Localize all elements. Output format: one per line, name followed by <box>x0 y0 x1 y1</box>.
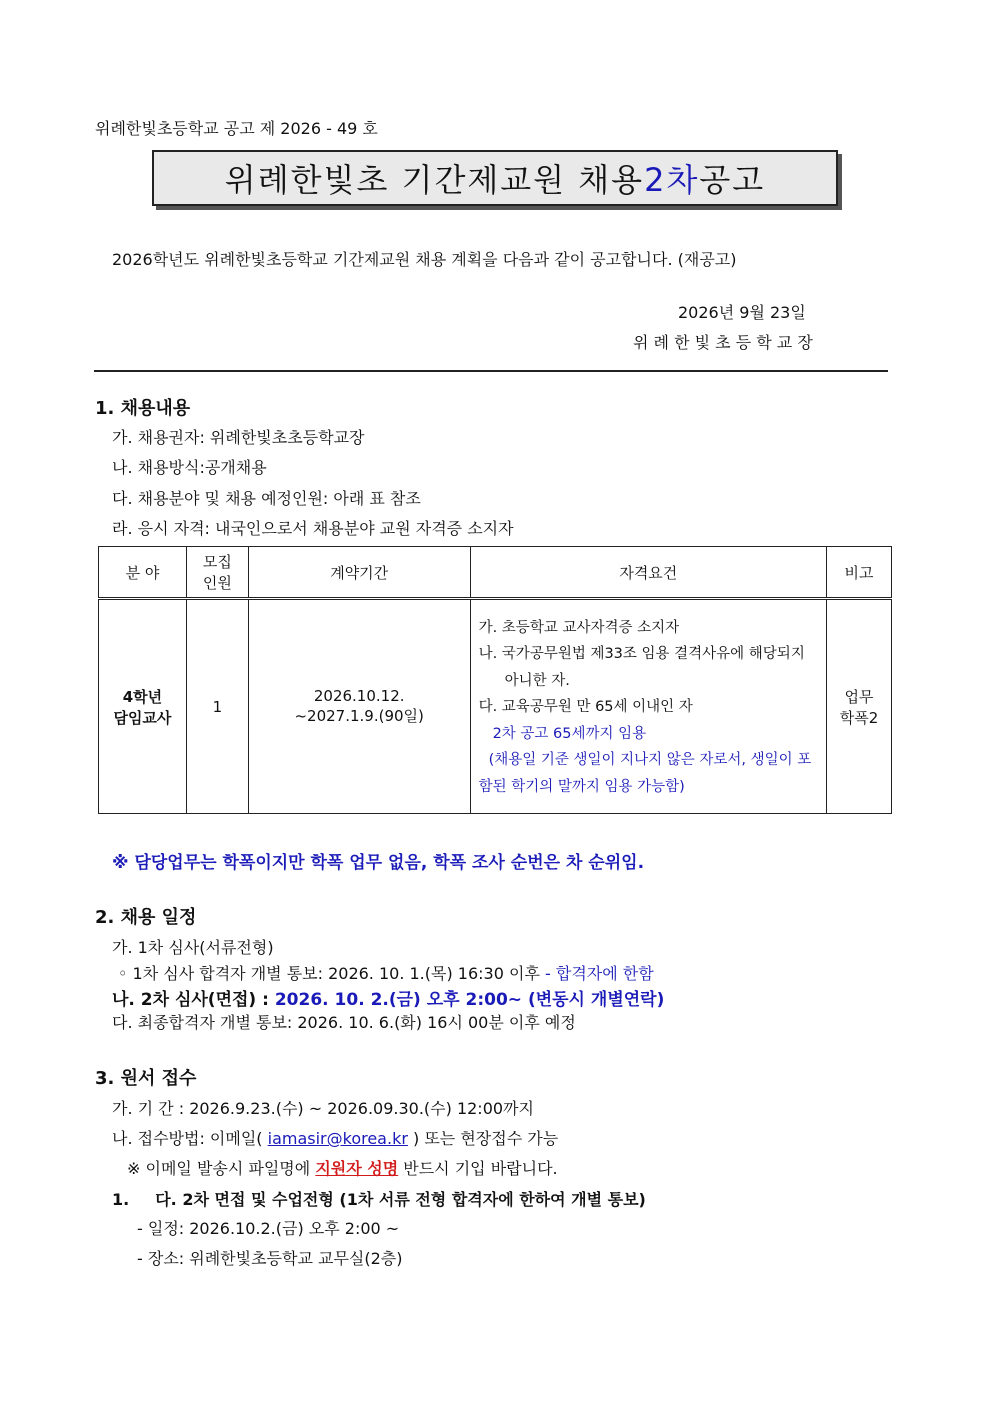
email-filename-note <box>127 1156 558 1179</box>
title-main: 위례한빛초 기간제교원 채용 <box>224 161 645 199</box>
header-note: 비고 <box>827 547 892 599</box>
req-line: 나. 국가공무원법 제33조 임용 결격사유에 해당되지 <box>478 646 805 663</box>
interview-schedule: - 일정: 2026.10.2.(금) 오후 2:00 ~ <box>137 1219 400 1238</box>
second-screening-label: 나. 2차 심사(면접) : <box>112 990 275 1010</box>
period-line2: ~2027.1.9.(90일) <box>294 707 424 725</box>
interview-number: 1. <box>112 1190 130 1209</box>
interview-place: - 장소: 위례한빛초등학교 교무실(2층) <box>137 1249 403 1268</box>
req-line: 다. 교육공무원 만 65세 이내인 자 <box>478 699 693 716</box>
second-screening <box>112 985 664 1010</box>
duty-notice: ※ 담당업무는 학폭이지만 학폭 업무 없음, 학폭 조사 순번은 차 순위임. <box>112 853 645 873</box>
announcement-date: 2026년 9월 23일 <box>678 303 806 322</box>
method-label: 나. 접수방법: 이메일( <box>112 1129 268 1148</box>
first-notice-limit: - 합격자에 한함 <box>545 964 654 983</box>
final-notice: 다. 최종합격자 개별 통보: 2026. 10. 6.(화) 16시 00분 이후 예정 <box>112 1013 576 1032</box>
email-link[interactable]: iamasir@korea.kr <box>267 1129 408 1148</box>
first-screening-notice <box>118 961 654 984</box>
cell-count: 1 <box>186 599 248 814</box>
field-line2: 담임교사 <box>113 708 172 727</box>
field-line1: 4학년 <box>122 687 163 706</box>
issuer: 위 례 한 빛 초 등 학 교 장 <box>633 333 813 352</box>
section1-item: 나. 채용방식:공개채용 <box>112 458 267 477</box>
req-line: 아니한 자. <box>504 672 570 689</box>
second-screening-date: 2026. 10. 2.(금) 오후 2:00~ (변동시 개별연락) <box>274 990 665 1010</box>
title-tail: 공고 <box>699 161 766 199</box>
first-screening: 가. 1차 심사(서류전형) <box>112 938 274 957</box>
section3-heading: 3. 원서 접수 <box>95 1068 197 1089</box>
note-line1: 업무 <box>844 687 874 706</box>
header-period: 계약기간 <box>248 547 470 599</box>
header-count-line2: 인원 <box>202 574 232 592</box>
document-title <box>152 150 838 206</box>
header-count <box>186 547 248 599</box>
req-line: 2차 공고 65세까지 임용 <box>492 725 647 742</box>
application-period: 가. 기 간 : 2026.9.23.(수) ~ 2026.09.30.(수) 12:00까지 <box>112 1099 534 1118</box>
application-method <box>112 1126 558 1149</box>
recruitment-table <box>98 546 892 814</box>
title-highlight: 2차 <box>644 161 700 199</box>
section1-item: 가. 채용권자: 위례한빛초초등학교장 <box>112 428 365 447</box>
table-row <box>99 599 892 814</box>
first-notice-text: ◦ 1차 심사 합격자 개별 통보: 2026. 10. 1.(목) 16:30 이후 <box>118 964 545 983</box>
intro-text: 2026학년도 위례한빛초등학교 기간제교원 채용 계획을 다음과 같이 공고합니다. (재공고) <box>112 250 737 269</box>
cell-note <box>827 599 892 814</box>
section1-heading: 1. 채용내용 <box>95 398 191 419</box>
method-tail: ) 또는 현장접수 가능 <box>407 1129 559 1148</box>
note-line2: 학폭2 <box>839 708 879 727</box>
announcement-number: 위례한빛초등학교 공고 제 2026 - 49 호 <box>95 119 378 138</box>
note-post: 반드시 기입 바랍니다. <box>398 1159 558 1178</box>
header-field: 분 야 <box>99 547 187 599</box>
interview-text: 다. 2차 면접 및 수업전형 (1차 서류 전형 합격자에 한하여 개별 통보) <box>155 1190 646 1209</box>
req-line: 함된 학기의 말까지 임용 가능함) <box>478 778 685 795</box>
req-line: 가. 초등학교 교사자격증 소지자 <box>478 619 680 636</box>
interview-heading <box>112 1187 646 1210</box>
cell-requirements <box>470 599 826 814</box>
header-count-line1: 모집 <box>202 553 232 571</box>
table-header-row <box>99 547 892 599</box>
cell-period <box>248 599 470 814</box>
period-line1: 2026.10.12. <box>313 687 405 705</box>
header-requirements: 자격요건 <box>470 547 826 599</box>
req-line: (채용일 기준 생일이 지나지 않은 자로서, 생일이 포 <box>488 752 812 769</box>
cell-field <box>99 599 187 814</box>
divider <box>94 370 888 372</box>
section1-item: 다. 채용분야 및 채용 예정인원: 아래 표 참조 <box>112 489 421 508</box>
section1-item: 라. 응시 자격: 내국인으로서 채용분야 교원 자격증 소지자 <box>112 519 514 538</box>
applicant-name-emphasis: 지원자 성명 <box>315 1159 399 1178</box>
note-pre: ※ 이메일 발송시 파일명에 <box>127 1159 316 1178</box>
section2-heading: 2. 채용 일정 <box>95 907 197 928</box>
